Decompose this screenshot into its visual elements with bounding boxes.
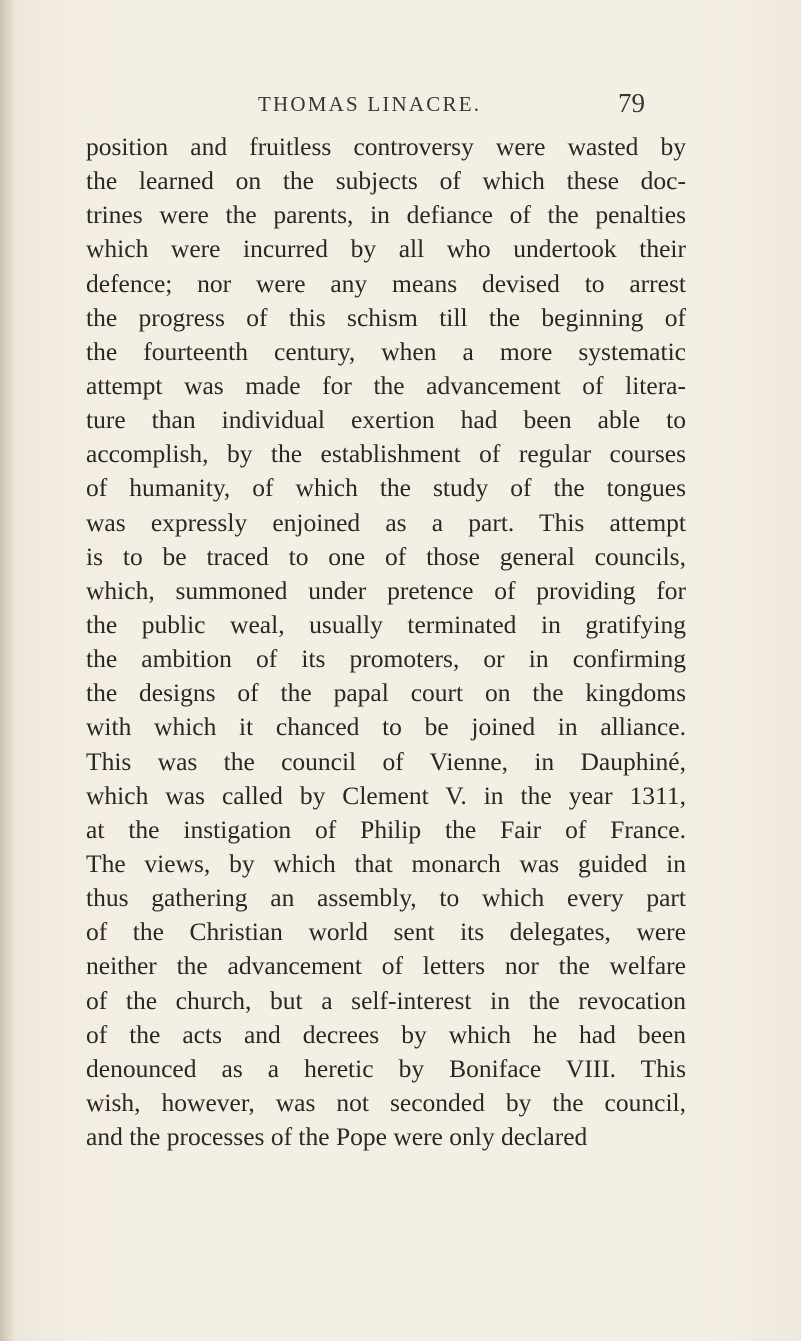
- page-header: [0, 88, 801, 132]
- text-line: with which it chanced to be joined in alliance.: [86, 712, 686, 742]
- text-line: was expressly enjoined as a part. This attempt: [86, 507, 686, 537]
- text-line: is to be traced to one of those general councils,: [86, 541, 686, 571]
- text-line: the learned on the subjects of which these doc-: [86, 166, 686, 196]
- page-gutter-shadow: [0, 0, 14, 1341]
- text-line: trines were the parents, in defiance of the penalties: [86, 200, 686, 230]
- text-line: defence; nor were any means devised to arrest: [86, 268, 686, 298]
- running-head: THOMAS LINACRE.: [258, 92, 482, 116]
- text-line: thus gathering an assembly, to which every part: [86, 883, 686, 913]
- text-line: ture than individual exertion had been able to: [86, 405, 686, 435]
- text-line: the ambition of its promoters, or in confirming: [86, 644, 686, 674]
- body-text: [86, 130, 686, 1154]
- text-line: the fourteenth century, when a more systematic: [86, 336, 686, 366]
- text-line: neither the advancement of letters nor the welfare: [86, 951, 686, 981]
- text-line: denounced as a heretic by Boniface VIII. This: [86, 1053, 686, 1083]
- text-line: the progress of this schism till the beginning of: [86, 302, 686, 332]
- text-line: position and fruitless controversy were wasted by: [86, 132, 686, 161]
- text-line: wish, however, was not seconded by the council,: [86, 1087, 686, 1117]
- text-line: attempt was made for the advancement of litera-: [86, 370, 686, 400]
- text-line: the public weal, usually terminated in gratifying: [86, 609, 686, 639]
- text-line: at the instigation of Philip the Fair of France.: [86, 814, 686, 844]
- text-line: of the acts and decrees by which he had been: [86, 1019, 686, 1049]
- text-line: which, summoned under pretence of providing for: [86, 575, 686, 605]
- text-line: the designs of the papal court on the kingdoms: [86, 678, 686, 708]
- text-line: of the Christian world sent its delegates, were: [86, 917, 686, 947]
- text-line: which was called by Clement V. in the year 1311,: [86, 780, 686, 810]
- text-line: which were incurred by all who undertook their: [86, 234, 686, 264]
- text-line: of the church, but a self-interest in the revocation: [86, 985, 686, 1015]
- page-number: 79: [618, 88, 645, 118]
- text-line: and the processes of the Pope were only declared: [86, 1122, 588, 1152]
- text-line: This was the council of Vienne, in Dauphiné,: [86, 746, 686, 776]
- text-line: of humanity, of which the study of the tongues: [86, 473, 686, 503]
- text-line: accomplish, by the establishment of regular courses: [86, 439, 686, 469]
- text-line: The views, by which that monarch was guided in: [86, 848, 686, 878]
